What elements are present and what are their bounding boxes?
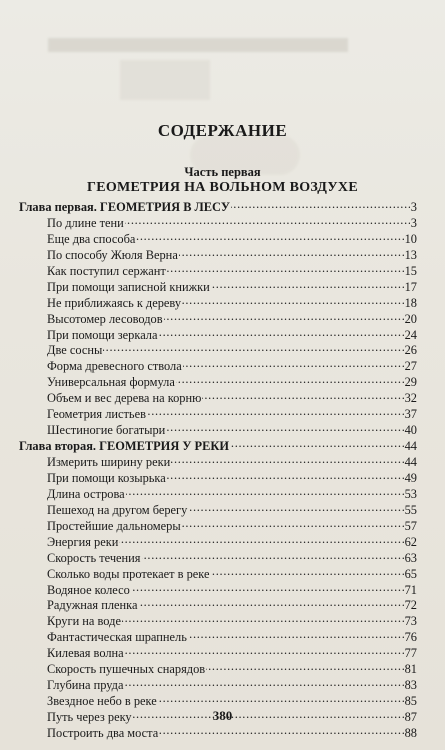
dot-leader [171, 454, 403, 466]
entry-title: Объем и вес дерева на корню [47, 391, 202, 406]
toc-entry-row [19, 295, 417, 311]
table-of-contents [19, 199, 417, 741]
dot-leader [158, 693, 404, 705]
toc-entry-row [19, 358, 417, 374]
entry-title: Универсальная формула [47, 375, 175, 390]
toc-entry-row [19, 342, 417, 358]
entry-page-number: 71 [404, 582, 417, 597]
dot-leader [131, 582, 404, 594]
entry-page-number: 49 [404, 470, 417, 485]
entry-page-number: 62 [404, 534, 417, 549]
entry-title: Не приближаясь к дереву [47, 295, 182, 310]
entry-title: Высотомер лесоводов [47, 311, 163, 326]
entry-page-number: 10 [404, 231, 417, 246]
dot-leader [176, 374, 404, 386]
entry-title: Две сосны [47, 343, 103, 358]
toc-entry-row [19, 470, 417, 486]
entry-title: Сколько воды протекает в реке [47, 566, 210, 581]
toc-entry-row [19, 677, 417, 693]
entry-page-number: 85 [404, 694, 417, 709]
entry-title: Энергия реки [47, 534, 119, 549]
dot-leader [142, 550, 404, 562]
dot-leader [136, 231, 403, 243]
dot-leader [202, 390, 403, 402]
entry-page-number: 55 [404, 502, 417, 517]
toc-entry-row [19, 645, 417, 661]
entry-page-number: 57 [404, 518, 417, 533]
entry-page-number: 3 [410, 200, 417, 214]
entry-title: Фантастическая шрапнель [47, 630, 187, 645]
entry-page-number: 63 [404, 550, 417, 565]
toc-entry-row [19, 693, 417, 709]
dot-leader [182, 518, 404, 530]
toc-entry-row [19, 311, 417, 327]
chapter-title: Глава первая. ГЕОМЕТРИЯ В ЛЕСУ [19, 200, 230, 214]
toc-entry-row [19, 231, 417, 247]
dot-leader [211, 566, 404, 578]
entry-page-number: 88 [404, 725, 417, 740]
dot-leader [206, 661, 403, 673]
entry-page-number: 29 [404, 375, 417, 390]
dot-leader [139, 597, 404, 609]
entry-page-number: 24 [404, 327, 417, 342]
entry-title: Круги на воде [47, 614, 121, 629]
part-title: ГЕОМЕТРИЯ НА ВОЛЬНОМ ВОЗДУХЕ [87, 180, 358, 195]
entry-title: При помощи записной книжки [47, 279, 210, 294]
dot-leader [126, 486, 404, 498]
entry-page-number: 83 [404, 678, 417, 693]
entry-page-number: 26 [404, 343, 417, 358]
dot-leader [167, 263, 404, 275]
entry-title: Геометрия листьев [47, 407, 146, 422]
part-label: Часть первая [184, 165, 261, 179]
entry-page-number: 65 [404, 566, 417, 581]
entry-title: Звездное небо в реке [47, 694, 157, 709]
page-number: 380 [212, 708, 233, 723]
dot-leader [167, 470, 404, 482]
entry-page-number: 40 [404, 423, 417, 438]
entry-title: Простейшие дальномеры [47, 518, 181, 533]
dot-leader [125, 645, 404, 657]
entry-title: Скорость пушечных снарядов [47, 662, 206, 677]
entry-title: По способу Жюля Верна [47, 247, 178, 262]
toc-entry-row [19, 534, 417, 550]
entry-page-number: 77 [404, 646, 417, 661]
chapter-title: Глава вторая. ГЕОМЕТРИЯ У РЕКИ [19, 439, 230, 454]
show-through-figure [120, 60, 210, 100]
toc-entry-row [19, 279, 417, 295]
dot-leader [188, 502, 403, 514]
toc-entry-row [19, 263, 417, 279]
entry-title: При помощи козырька [47, 470, 166, 485]
entry-page-number: 44 [404, 455, 417, 469]
toc-entry-row [19, 422, 417, 438]
entry-page-number: 81 [404, 662, 417, 677]
entry-title: Длина острова [47, 486, 125, 501]
entry-title: Построить два моста [47, 725, 159, 740]
entry-page-number: 87 [404, 710, 417, 724]
dot-leader [147, 406, 404, 418]
toc-entry-row [19, 613, 417, 629]
entry-page-number: 3 [410, 215, 417, 230]
dot-leader [231, 199, 410, 211]
entry-page-number: 37 [404, 407, 417, 422]
dot-leader [125, 677, 404, 689]
entry-page-number: 72 [404, 598, 417, 613]
entry-page-number: 17 [404, 279, 417, 294]
show-through-rule [48, 38, 348, 52]
entry-title: Форма древесного ствола [47, 359, 182, 374]
dot-leader [125, 215, 410, 227]
entry-page-number: 32 [404, 391, 417, 406]
entry-page-number: 15 [404, 263, 417, 278]
toc-chapter-row [19, 199, 417, 215]
dot-leader [183, 358, 404, 370]
entry-title: Шестиногие богатыри [47, 423, 166, 438]
dot-leader [211, 279, 404, 291]
dot-leader [103, 342, 403, 354]
entry-title: Еще два способа [47, 231, 136, 246]
entry-title: Как поступил сержант [47, 263, 166, 278]
dot-leader [158, 327, 403, 339]
toc-entry-row [19, 566, 417, 582]
entry-page-number: 18 [404, 295, 417, 310]
toc-entry-row [19, 374, 417, 390]
entry-page-number: 20 [404, 311, 417, 326]
toc-entry-row [19, 518, 417, 534]
entry-title: Путь через реку [47, 710, 132, 724]
toc-entry-row [19, 215, 417, 231]
entry-page-number: 53 [404, 486, 417, 501]
contents-heading: СОДЕРЖАНИЕ [157, 121, 288, 140]
dot-leader [159, 725, 403, 737]
entry-page-number: 27 [404, 359, 417, 374]
dot-leader [230, 438, 404, 450]
toc-chapter-row [19, 438, 417, 454]
entry-page-number: 44 [404, 439, 417, 454]
toc-entry-row [19, 390, 417, 406]
dot-leader [122, 613, 404, 625]
entry-title: Водяное колесо [47, 582, 130, 597]
dot-leader [164, 311, 404, 323]
toc-entry-row [19, 661, 417, 677]
toc-entry-row [19, 582, 417, 598]
toc-entry-row [19, 406, 417, 422]
dot-leader [182, 295, 404, 307]
entry-page-number: 13 [404, 247, 417, 262]
toc-entry-row [19, 629, 417, 645]
entry-title: Килевая волна [47, 646, 124, 661]
toc-entry-row [19, 597, 417, 613]
toc-entry-row [19, 327, 417, 343]
toc-entry-row [19, 486, 417, 502]
entry-page-number: 73 [404, 614, 417, 629]
entry-title: Глубина пруда [47, 678, 124, 693]
dot-leader [166, 422, 403, 434]
toc-entry-row [19, 725, 417, 741]
toc-entry-row [19, 454, 417, 470]
entry-title: Пешеход на другом берегу [47, 502, 188, 517]
toc-entry-row [19, 247, 417, 263]
entry-page-number: 76 [404, 630, 417, 645]
entry-title: При помощи зеркала [47, 327, 158, 342]
dot-leader [188, 629, 404, 641]
dot-leader [179, 247, 404, 259]
dot-leader [119, 534, 403, 546]
entry-title: Измерить ширину реки [47, 455, 171, 469]
entry-title: Скорость течения [47, 550, 141, 565]
toc-entry-row [19, 550, 417, 566]
entry-title: Радужная пленка [47, 598, 138, 613]
entry-title: По длине тени [47, 215, 124, 230]
toc-entry-row [19, 502, 417, 518]
